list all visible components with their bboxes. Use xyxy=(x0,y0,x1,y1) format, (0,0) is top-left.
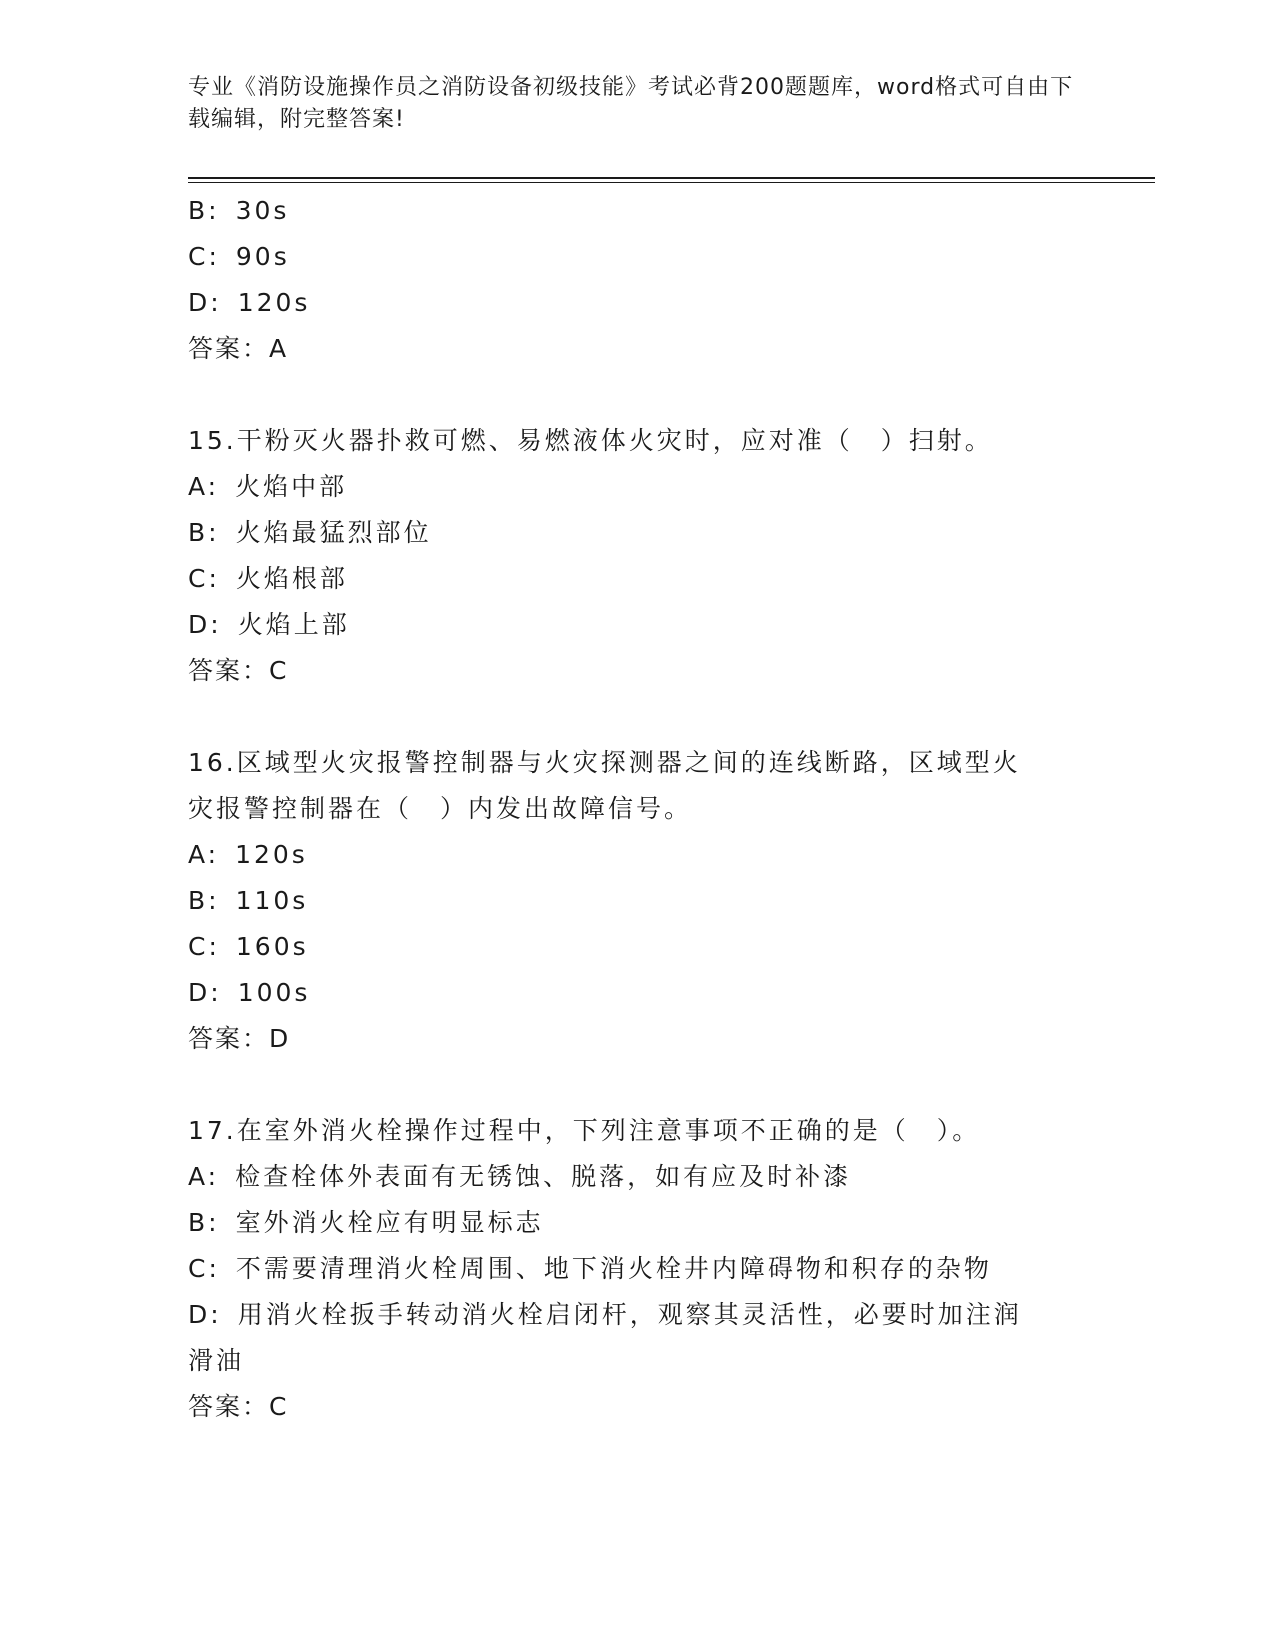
answer-line: 答案：C xyxy=(188,1392,289,1421)
prev-question-block xyxy=(188,188,1088,372)
option-c: C: 不需要清理消火栓周围、地下消火栓井内障碍物和积存的杂物 xyxy=(188,1254,992,1283)
option-d: D: 用消火栓扳手转动消火栓启闭杆，观察其灵活性，必要时加注润滑油 xyxy=(188,1300,1022,1375)
option-a: A: 火焰中部 xyxy=(188,472,348,501)
page-header-title: 专业《消防设施操作员之消防设备初级技能》考试必背200题题库，word格式可自由下载编辑，附完整答案! xyxy=(188,75,1074,132)
option-d: D: 火焰上部 xyxy=(188,610,350,639)
option-d: D: 120s xyxy=(188,288,311,317)
option-c: C: 火焰根部 xyxy=(188,564,348,593)
question-15 xyxy=(188,418,1088,694)
option-a: A: 120s xyxy=(188,840,308,869)
option-b: B: 30s xyxy=(188,196,290,225)
answer-line: 答案：C xyxy=(188,656,289,685)
header-rule xyxy=(188,177,1155,179)
question-17 xyxy=(188,1108,1088,1430)
question-text: 16.区域型火灾报警控制器与火灾探测器之间的连线断路，区域型火灾报警控制器在（ ）内发出故障信号。 xyxy=(188,748,1021,823)
option-c: C: 90s xyxy=(188,242,290,271)
answer-line: 答案：A xyxy=(188,334,289,363)
answer-line: 答案：D xyxy=(188,1024,291,1053)
option-b: B: 110s xyxy=(188,886,309,915)
option-b: B: 室外消火栓应有明显标志 xyxy=(188,1208,544,1237)
option-c: C: 160s xyxy=(188,932,309,961)
question-16 xyxy=(188,740,1088,1062)
option-b: B: 火焰最猛烈部位 xyxy=(188,518,432,547)
question-text: 17.在室外消火栓操作过程中，下列注意事项不正确的是（ ）。 xyxy=(188,1116,981,1145)
document-content xyxy=(188,188,1088,1430)
option-d: D: 100s xyxy=(188,978,311,1007)
header-rule-secondary xyxy=(188,182,1155,183)
option-a: A: 检查栓体外表面有无锈蚀、脱落，如有应及时补漆 xyxy=(188,1162,852,1191)
question-text: 15.干粉灭火器扑救可燃、易燃液体火灾时，应对准（ ）扫射。 xyxy=(188,426,993,455)
